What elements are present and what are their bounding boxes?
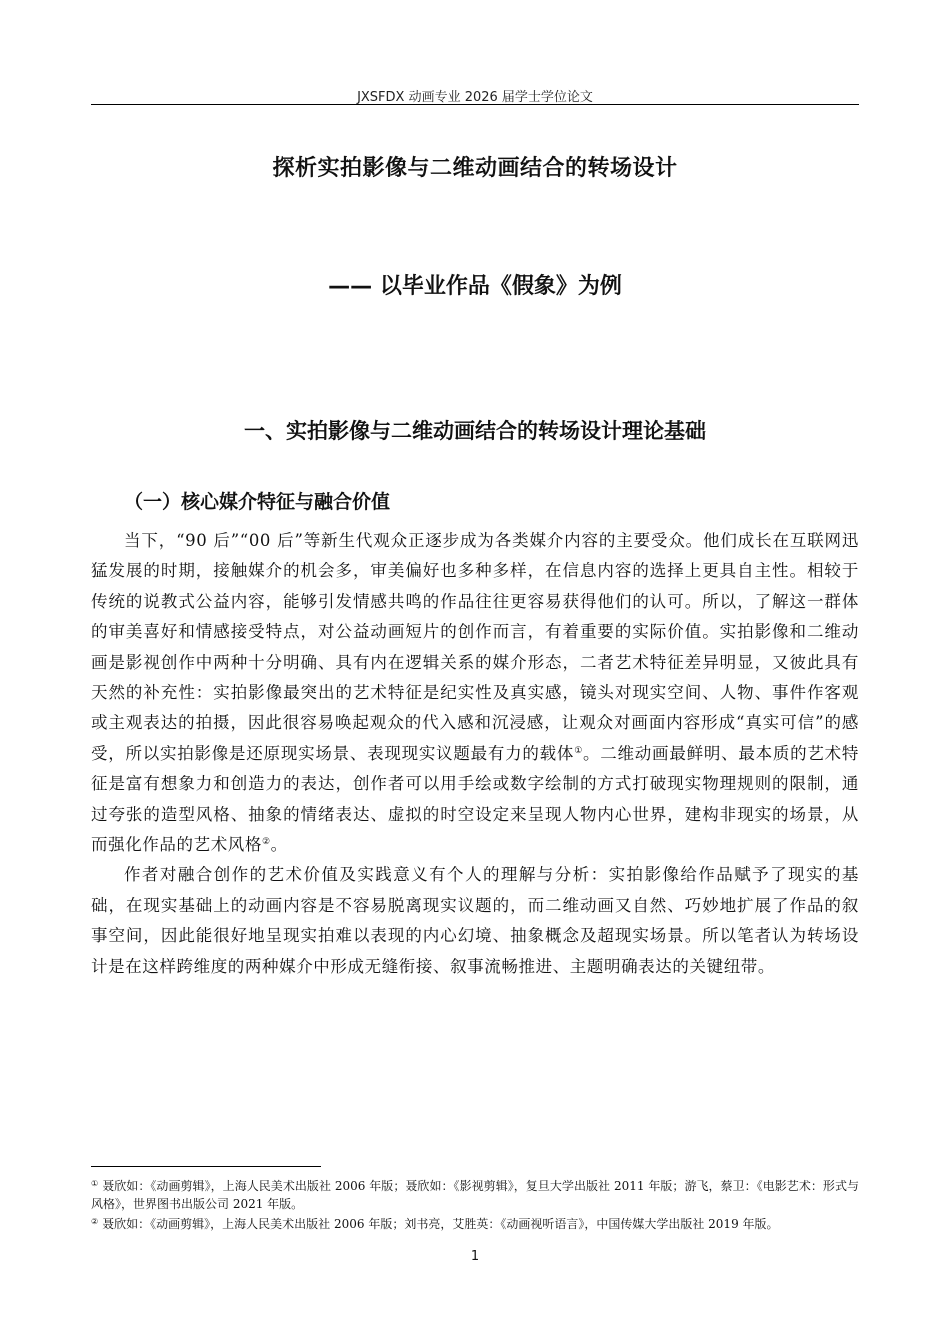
paragraph-2: 作者对融合创作的艺术价值及实践意义有个人的理解与分析：实拍影像给作品赋予了现实的基础，在现实基础上的动画内容是不容易脱离现实议题的，而二维动画又自然、巧妙地扩展了作品的叙事空间，因此能很好地呈现实拍难以表现的内心幻境、抽象概念及超现实场景。所以笔者认为转场设计是在这样跨维度的两种媒介中形成无缝衔接、叙事流畅推进、主题明确表达的关键纽带。 <box>91 865 859 976</box>
footnote-rule <box>91 1166 321 1167</box>
footnote-ref-1[interactable]: ① <box>574 745 584 756</box>
paragraph-1-part-1: 当下，“90 后”“00 后”等新生代观众正逐步成为各类媒介内容的主要受众。他们成长在互联网迅猛发展的时期，接触媒介的机会多，审美偏好也多种多样，在信息内容的选择上更具自主性。相较于传统的说教式公益内容，能够引发情感共鸣的作品往往更容易获得他们的认可。所以，了解这一群体的审美喜好和情感接受特点，对公益动画短片的创作而言，有着重要的实际价值。实拍影像和二维动画是影视创作中两种十分明确、具有内在逻辑关系的媒介形态，二者艺术特征差异明显，又彼此具有天然的补充性：实拍影像最突出的艺术特征是纪实性及真实感，镜头对现实空间、人物、事件作客观或主观表达的拍摄，因此很容易唤起观众的代入感和沉浸感，让观众对画面内容形成“真实可信”的感受，所以实拍影像是还原现实场景、表现现实议题最有力的载体 <box>91 531 859 763</box>
section-heading: 一、实拍影像与二维动画结合的转场设计理论基础 <box>244 419 706 443</box>
subsection-heading: （一）核心媒介特征与融合价值 <box>124 491 391 513</box>
footnote-2 <box>91 1213 859 1233</box>
footnote-text-1: 聂欣如：《动画剪辑》，上海人民美术出版社 2006 年版；聂欣如：《影视剪辑》，复旦大学出版社 2011 年版；游飞，蔡卫：《电影艺术：形式与风格》，世界图书出版公司 2021 年版。 <box>91 1179 860 1211</box>
header-rule <box>91 104 859 105</box>
paper-subtitle: —— 以毕业作品《假象》为例 <box>328 274 622 299</box>
page-number: 1 <box>470 1249 480 1264</box>
footnote-1 <box>91 1175 859 1213</box>
footnote-mark-1: ① <box>91 1179 99 1188</box>
running-header: JXSFDX 动画专业 2026 届学士学位论文 <box>357 90 593 105</box>
paragraph-1-part-2: 。二维动画最鲜明、最本质的艺术特征是富有想象力和创造力的表达，创作者可以用手绘或数字绘制的方式打破现实物理规则的限制，通过夸张的造型风格、抽象的情绪表达、虚拟的时空设定来呈现人物内心世界，建构非现实的场景，从而强化作品的艺术风格 <box>91 743 859 855</box>
paragraph-1-part-3: 。 <box>270 835 288 855</box>
paragraph-1 <box>91 526 859 860</box>
footnotes <box>91 1175 859 1233</box>
footnote-ref-2[interactable]: ② <box>262 837 271 848</box>
footnote-mark-2: ② <box>91 1217 99 1226</box>
body-text <box>91 526 859 982</box>
footnote-text-2: 聂欣如：《动画剪辑》，上海人民美术出版社 2006 年版；刘书亮，艾胜英：《动画视听语言》，中国传媒大学出版社 2019 年版。 <box>102 1217 779 1231</box>
paper-title: 探析实拍影像与二维动画结合的转场设计 <box>272 156 678 181</box>
